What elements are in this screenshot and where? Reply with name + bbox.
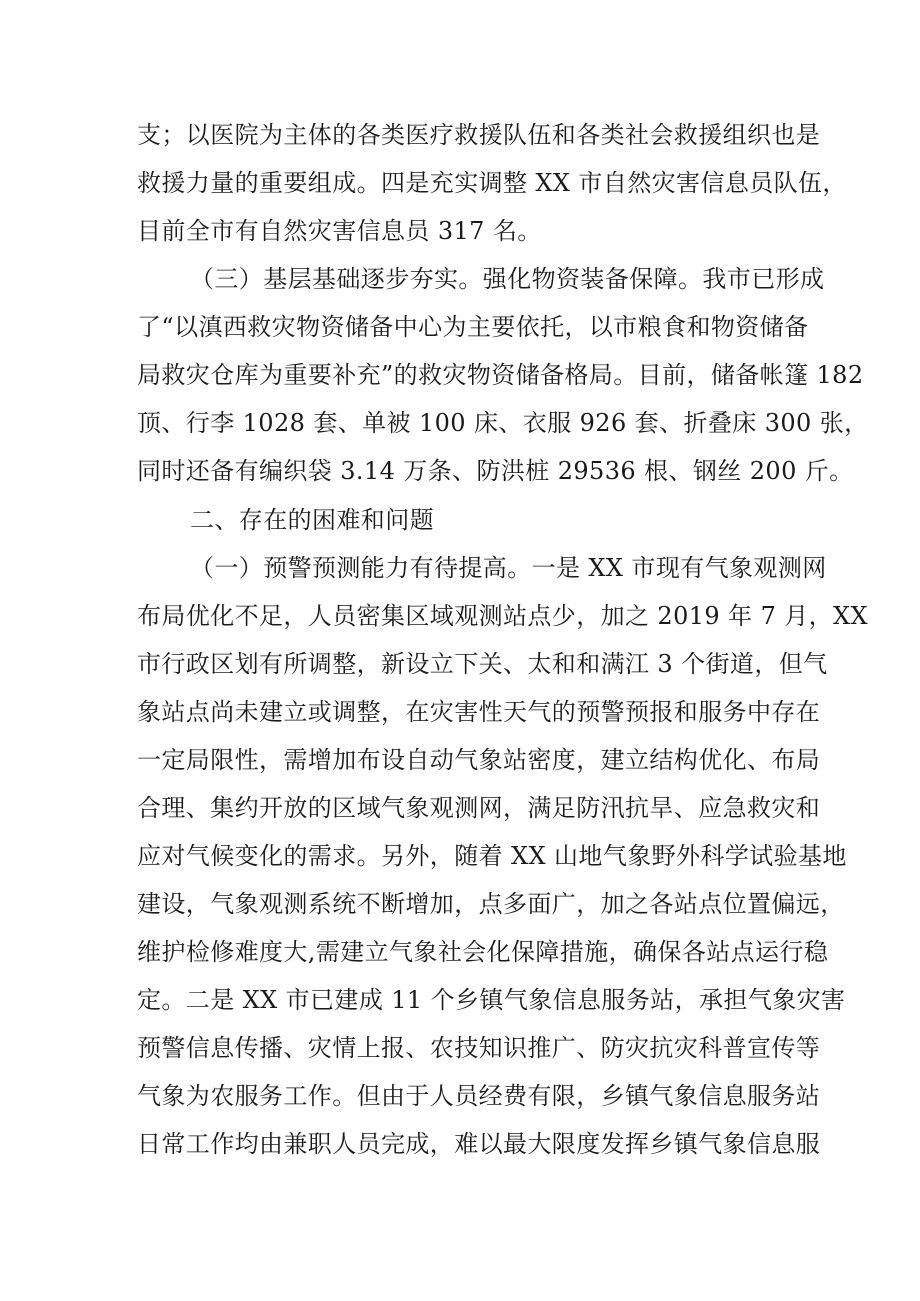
text-line-5: 了“以滇西救灾物资储备中心为主要依托，以市粮食和物资储备 xyxy=(137,313,809,341)
text-line-15: 合理、集约开放的区域气象观测网，满足防汛抗旱、应急救灾和 xyxy=(137,794,821,822)
text-line-19: 定。二是 XX 市已建成 11 个乡镇气象信息服务站，承担气象灾害 xyxy=(137,986,846,1014)
text-line-6: 局救灾仓库为重要补充”的救灾物资储备格局。目前，储备帐篷 182 xyxy=(137,361,864,389)
section-heading: 二、存在的困难和问题 xyxy=(190,506,434,534)
text-line-21: 气象为农服务工作。但由于人员经费有限，乡镇气象信息服务站 xyxy=(137,1082,821,1110)
text-line-4: （三）基层基础逐步夯实。强化物资装备保障。我市已形成 xyxy=(190,265,825,293)
text-line-17: 建设，气象观测系统不断增加，点多面广，加之各站点位置偏远， xyxy=(137,890,845,918)
text-line-14: 一定局限性，需增加布设自动气象站密度，建立结构优化、布局 xyxy=(137,746,821,774)
text-line-10: （一）预警预测能力有待提高。一是 XX 市现有气象观测网 xyxy=(190,554,827,582)
text-line-22: 日常工作均由兼职人员完成，难以最大限度发挥乡镇气象信息服 xyxy=(137,1130,821,1158)
text-line-11: 布局优化不足，人员密集区域观测站点少，加之 2019 年 7 月，XX xyxy=(137,602,869,630)
text-line-7: 顶、行李 1028 套、单被 100 床、衣服 926 套、折叠床 300 张， xyxy=(137,409,869,437)
text-line-16: 应对气候变化的需求。另外，随着 XX 山地气象野外科学试验基地 xyxy=(137,842,847,870)
text-line-3: 目前全市有自然灾害信息员 317 名。 xyxy=(137,217,542,245)
text-line-8: 同时还备有编织袋 3.14 万条、防洪桩 29536 根、钢丝 200 斤。 xyxy=(137,457,854,485)
text-line-18: 维护检修难度大,需建立气象社会化保障措施，确保各站点运行稳 xyxy=(137,938,829,966)
text-line-13: 象站点尚未建立或调整，在灾害性天气的预警预报和服务中存在 xyxy=(137,698,821,726)
text-line-2: 救援力量的重要组成。四是充实调整 XX 市自然灾害信息员队伍， xyxy=(137,169,847,197)
text-line-20: 预警信息传播、灾情上报、农技知识推广、防灾抗灾科普宣传等 xyxy=(137,1034,821,1062)
text-line-1: 支；以医院为主体的各类医疗救援队伍和各类社会救援组织也是 xyxy=(137,121,821,149)
text-line-12: 市行政区划有所调整，新设立下关、太和和满江 3 个街道，但气 xyxy=(137,650,828,678)
